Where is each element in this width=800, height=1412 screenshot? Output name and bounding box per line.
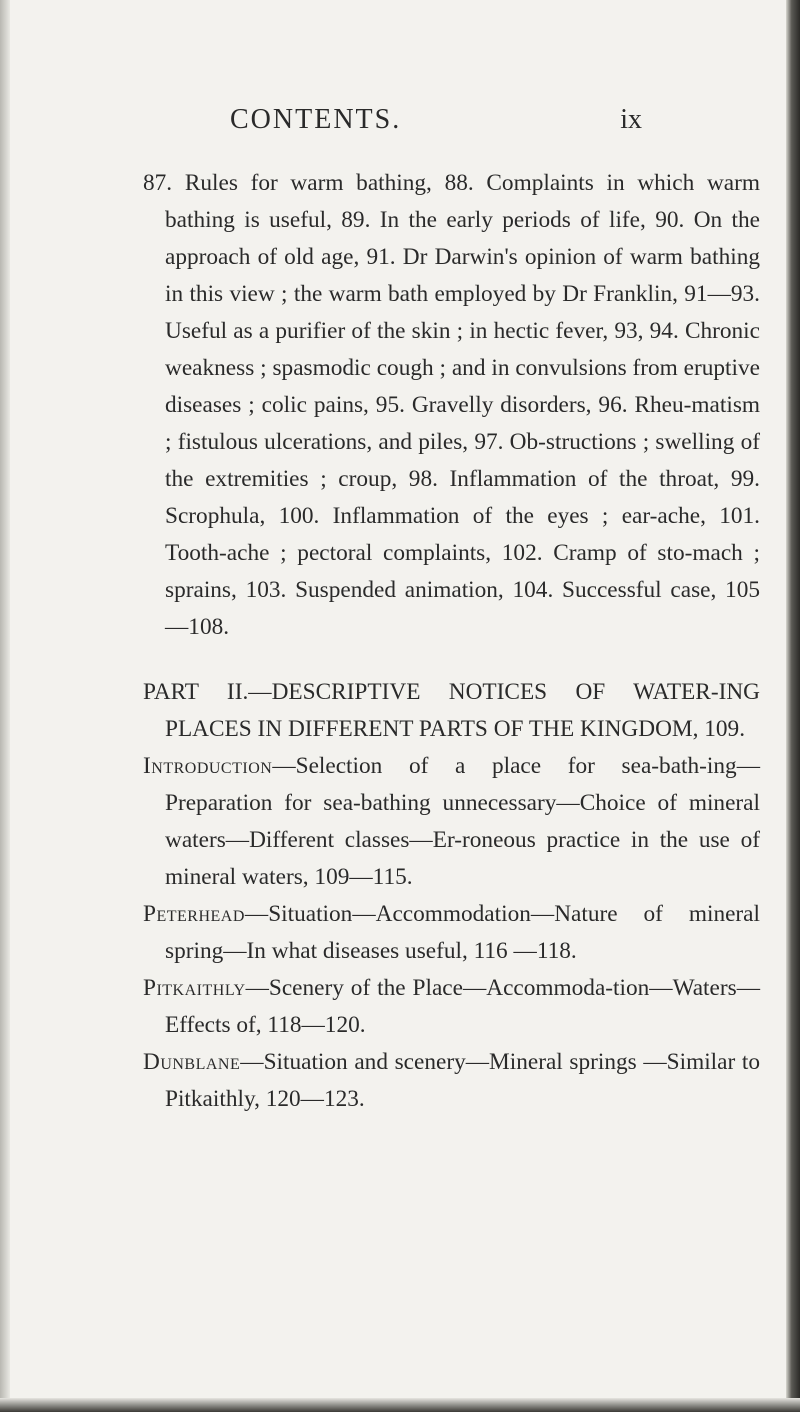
entry-text: —Situation and scenery—Mineral springs —Similar to Pitkaithly, 120—123.	[165, 1049, 760, 1112]
contents-entry-peterhead	[143, 896, 760, 970]
entry-text: —Selection of a place for sea-bath-ing—Preparation for sea-bathing unnecessary—Choice of mineral waters—Different classes—Er-roneous practice in the use of mineral waters, 109—115.	[165, 753, 760, 890]
contents-entry-pitkaithly	[143, 970, 760, 1044]
entry-heading: Pitkaithly	[143, 975, 246, 1001]
entry-heading: Introduction	[143, 753, 273, 779]
entry-text: —Situation—Accommodation—Nature of mineral spring—In what diseases useful, 116 —118.	[165, 901, 760, 964]
book-spine-edge	[786, 0, 800, 1412]
contents-entry-dunblane	[143, 1044, 760, 1118]
contents-entry-introduction	[143, 748, 760, 896]
entry-text: —Scenery of the Place—Accommoda-tion—Waters—Effects of, 118—120.	[165, 975, 760, 1038]
entry-heading: Peterhead	[143, 901, 245, 927]
contents-part-heading	[143, 674, 760, 748]
contents-paragraph-warm-bathing	[143, 165, 760, 646]
paragraph-text: 87. Rules for warm bathing, 88. Complaints in which warm bathing is useful, 89. In the early periods of life, 90. On the approach of old age, 91. Dr Darwin's opinion of warm bathing in this view ; the warm bath employed by Dr Franklin, 91—93. Useful as a purifier of the skin ; in hectic fever, 93, 94. Chronic weakness ; spasmodic cough ; and in convulsions from eruptive diseases ; colic pains, 95. Gravelly disorders, 96. Rheu-matism ; fistulous ulcerations, and piles, 97. Ob-structions ; swelling of the extremities ; croup, 98. Inflammation of the throat, 99. Scrophula, 100. Inflammation of the eyes ; ear-ache, 101. Tooth-ache ; pectoral complaints, 102. Cramp of sto-mach ; sprains, 103. Suspended animation, 104. Successful case, 105—108.	[143, 170, 760, 640]
running-header	[150, 104, 750, 144]
page-number: ix	[620, 104, 642, 135]
entry-heading: Dunblane	[143, 1049, 241, 1075]
part-heading-text: PART II.—DESCRIPTIVE NOTICES OF WATER-ING PLACES IN DIFFERENT PARTS OF THE KINGDOM, 109.	[143, 679, 760, 742]
page-left-shadow	[0, 0, 10, 1412]
page-title: CONTENTS.	[230, 104, 402, 135]
contents-text	[143, 165, 760, 1118]
page-bottom-edge	[0, 1398, 800, 1412]
